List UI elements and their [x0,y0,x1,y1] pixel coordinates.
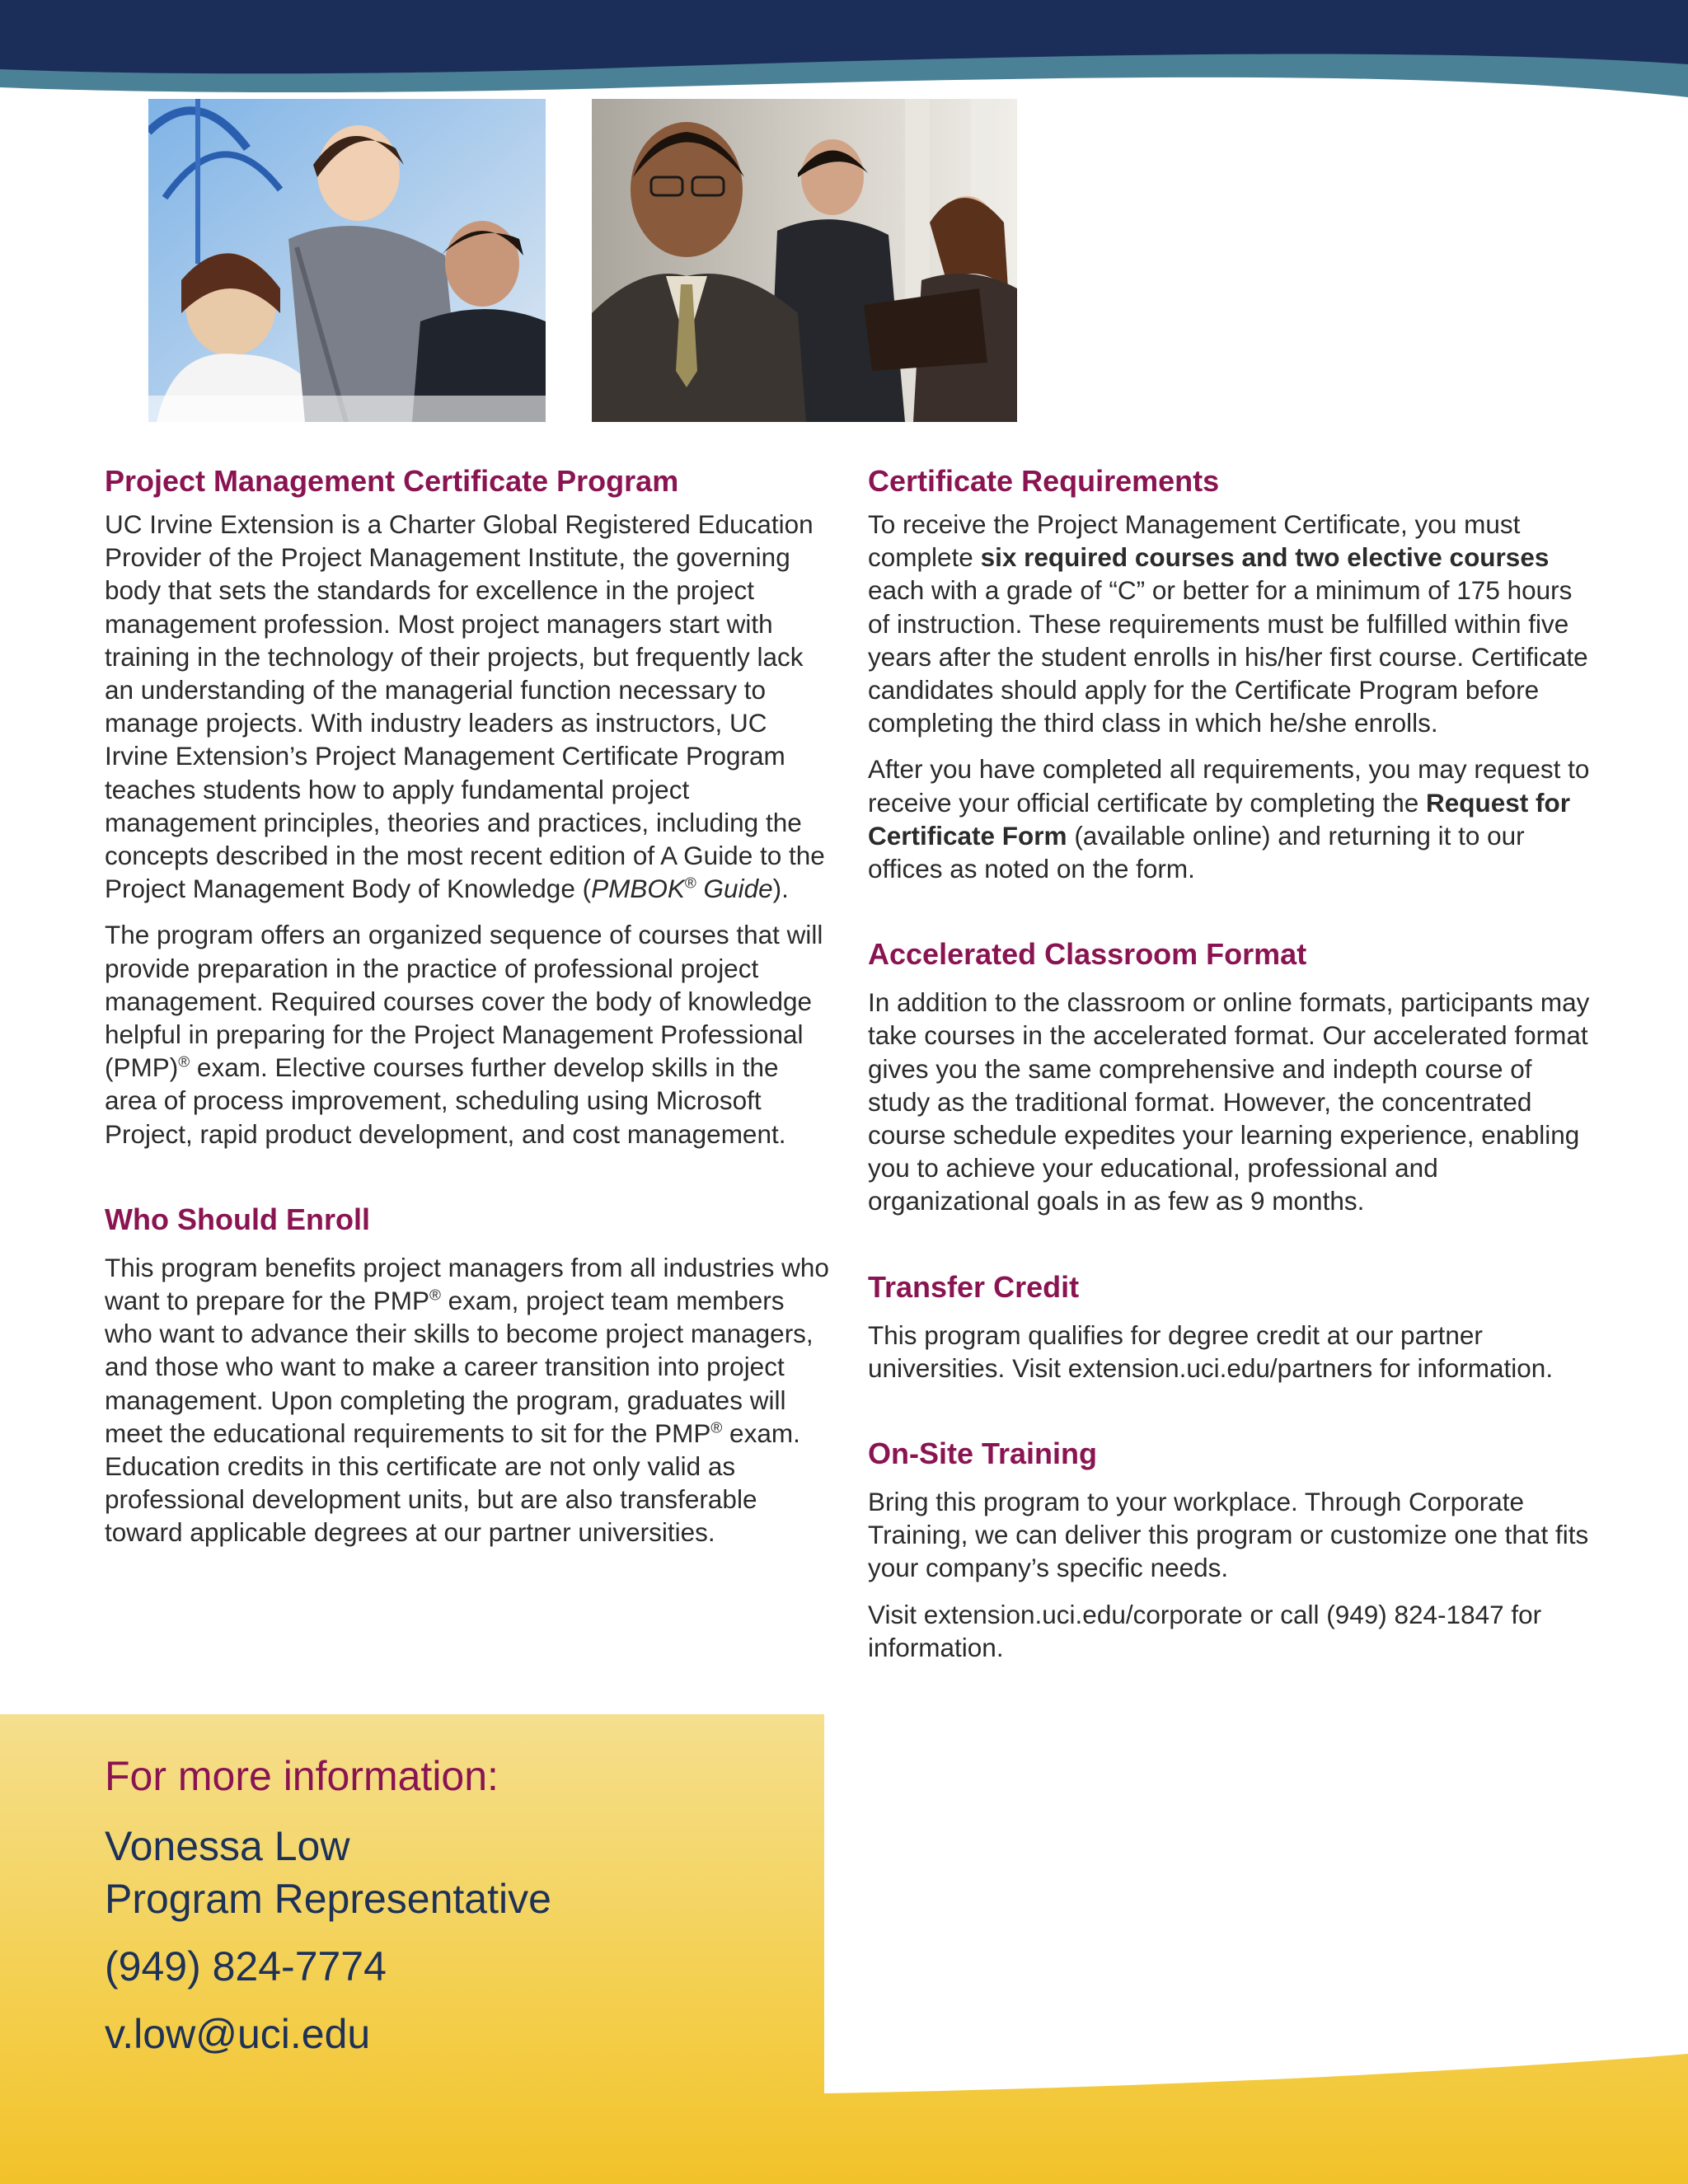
registered-mark: ® [429,1286,441,1305]
request-form-bold: Request for Certificate Form [868,787,1571,851]
contact-box [105,1747,830,2060]
req2-text-b: (available online) and returning it to our offices as noted on the form. [868,820,1525,884]
onsite-paragraph-2: Visit extension.uci.edu/corporate or call (949) 824-1847 for information. [868,1599,1542,1662]
contact-heading: For more information: [105,1753,499,1799]
contact-email: v.low@uci.edu [105,2011,371,2057]
registered-mark: ® [710,1419,723,1437]
right-column [868,462,1593,1664]
photo-team-meeting [148,99,546,422]
registered-mark: ® [684,874,696,893]
guide-italic: Guide [696,874,773,904]
requirements-heading: Certificate Requirements [868,464,1220,498]
contact-phone: (949) 824-7774 [105,1943,387,1990]
enroll-heading: Who Should Enroll [105,1202,370,1236]
program-p1-end: ). [772,874,789,904]
left-column [105,462,830,1549]
program-paragraph-2 [105,918,830,1150]
pmbok-italic: PMBOK [591,874,685,904]
req-bold: six required courses and two elective courses [980,542,1550,573]
req-text-b: each with a grade of “C” or better for a minimum of 175 hours of instruction. These requirements must be fulfilled within five years after the student enrolls in his/her first course. Certificate candidates should apply for the Certificate Program before completing the third class in which he/she enrolls. [868,575,1588,738]
enroll-text-c: exam. Education credits in this certificate are not only valid as professional development units, but are also transferable toward applicable degrees at our partner universities. [105,1418,800,1548]
req2-text-a: After you have completed all requirements, you may request to receive your official certificate by completing the [868,754,1590,818]
enroll-paragraph [105,1251,830,1549]
program-p1-text: UC Irvine Extension is a Charter Global Registered Education Provider of the Project Management Institute, the governing body that sets the standards for excellence in the project management profession. Most project managers start with training in the technology of their projects, but frequently lack an understanding of the managerial function necessary to manage projects. With industry leaders as instructors, UC Irvine Extension’s Project Management Certificate Program teaches students how to apply fundamental project management principles, theories and practices, including the concepts described in the most recent edition of A Guide to the Project Management Body of Knowledge ( [105,509,825,904]
program-p2-end: exam. Elective courses further develop skills in the area of process improvement, scheduling using Microsoft Project, rapid product development, and cost management. [105,1052,786,1149]
onsite-heading: On-Site Training [868,1436,1098,1471]
accelerated-heading: Accelerated Classroom Format [868,937,1307,972]
program-heading: Project Management Certificate Program [105,464,679,498]
accelerated-paragraph: In addition to the classroom or online formats, participants may take courses in the accelerated format. Our accelerated format gives you the same comprehensive and indepth course of study as the traditional format. However, the concentrated course schedule expedites your learning experience, enabling you to achieve your educational, professional and organizational goals in as few as 9 months. [868,987,1590,1216]
program-paragraph-1 [105,508,830,905]
photo-business-group [592,99,1017,422]
enroll-text-a: This program benefits project managers from all industries who want to prepare for the PMP [105,1252,829,1316]
transfer-heading: Transfer Credit [868,1269,1080,1304]
enroll-text-b: exam, project team members who want to advance their skills to become project managers, and those who want to make a career transition into project management. Upon completing the program, graduates will meet the educational requirements to sit for the PMP [105,1286,814,1448]
requirements-paragraph-2 [868,752,1593,885]
requirements-paragraph-1 [868,508,1593,739]
onsite-paragraph-1: Bring this program to your workplace. Through Corporate Training, we can deliver this program or customize one that fits your company’s specific needs. [868,1487,1589,1583]
registered-mark: ® [178,1053,190,1071]
req-text-a: To receive the Project Management Certificate, you must complete [868,509,1521,573]
contact-name: Vonessa Low [105,1823,350,1869]
contact-title: Program Representative [105,1876,551,1922]
transfer-paragraph: This program qualifies for degree credit at our partner universities. Visit extension.uci.edu/partners for information. [868,1319,1554,1383]
program-p2-text: The program offers an organized sequence of courses that will provide preparation in the practice of professional project management. Required courses cover the body of knowledge helpful in preparing for the Project Management Professional (PMP) [105,920,823,1083]
